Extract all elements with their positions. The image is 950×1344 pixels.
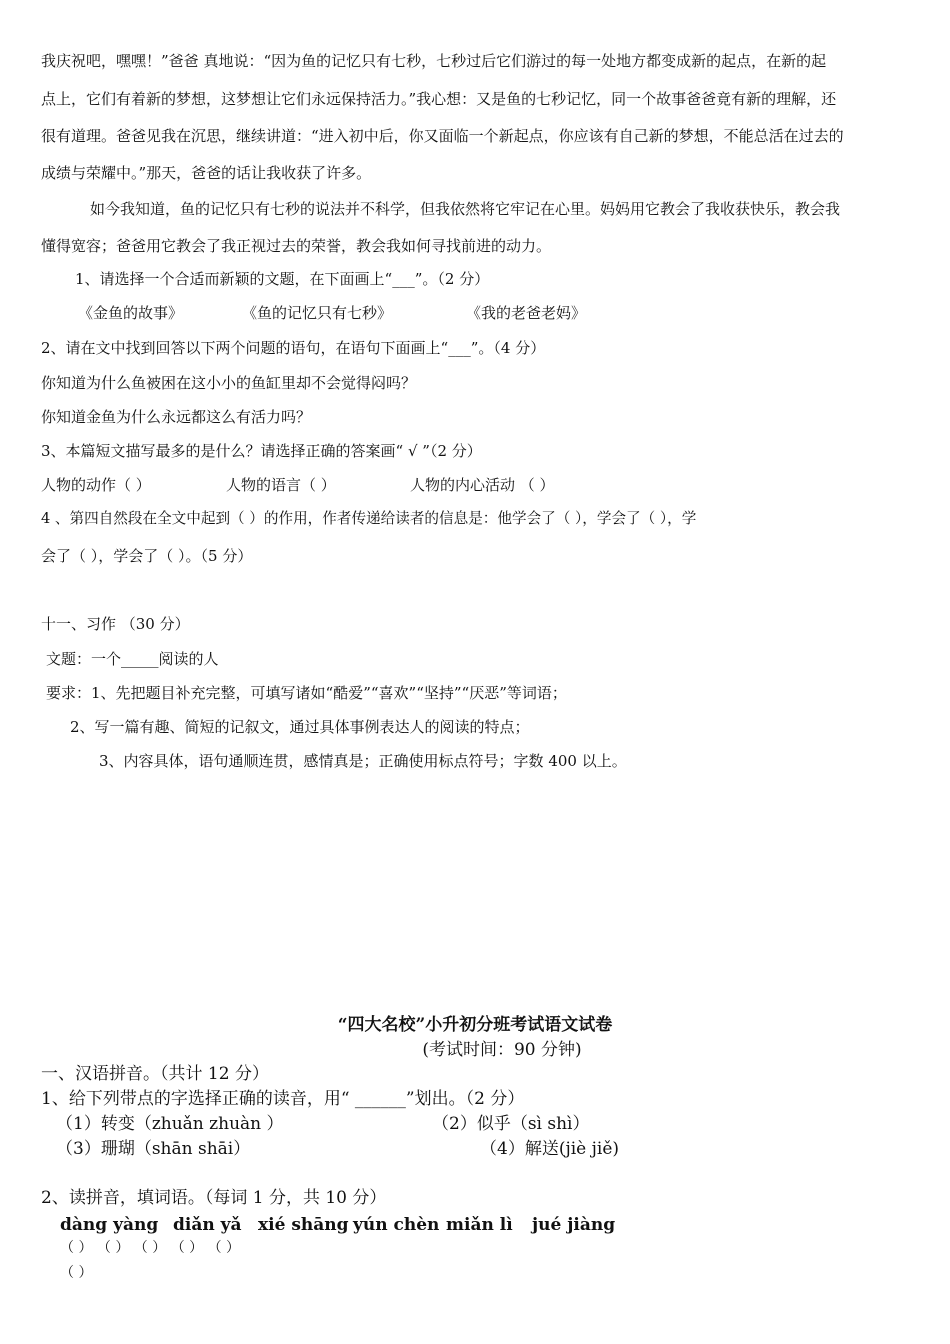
q3-option-1: 人物的动作（ ） [41,476,151,494]
pinyin-word-6: jué jiàng [532,1215,616,1235]
composition-title: 文题：一个_____阅读的人 [46,650,219,668]
exam-subtitle: (考试时间：90 分钟) [422,1040,582,1060]
pinyin-question-2: 2、读拼音，填词语。（每词 1 分，共 10 分） [41,1188,387,1208]
composition-requirement-2: 2、写一篇有趣、简短的记叙文，通过具体事例表达人的阅读的特点； [70,718,530,736]
story-line-2: 点上，它们有着新的梦想，这梦想让它们永远保持活力。”我心想：又是鱼的七秒记忆，同一个故事爸爸竟有新的理解，还 [41,90,837,108]
answer-blanks-row-2[interactable]: （ ） [60,1265,93,1281]
pinyin-word-5: miǎn lì [446,1215,513,1235]
pinyin-item-2: （2）似乎（sì shì） [432,1114,590,1134]
pinyin-word-3: xié shāng [258,1215,349,1235]
exam-title: “四大名校”小升初分班考试语文试卷 [337,1015,613,1035]
section-1-heading: 一、汉语拼音。（共计 12 分） [41,1064,269,1084]
question-2-b: 你知道金鱼为什么永远都这么有活力吗？ [41,408,312,426]
q1-option-2: 《鱼的记忆只有七秒》 [242,304,393,322]
story-line-3: 很有道理。爸爸见我在沉思，继续讲道：“进入初中后，你又面临一个新起点，你应该有自己新的梦想，不能总活在过去的 [41,127,844,145]
question-3: 3、本篇短文描写最多的是什么？请选择正确的答案画“ √ ”（2 分） [41,442,482,460]
composition-heading: 十一、习作 （30 分） [41,615,190,633]
q3-option-2: 人物的语言（ ） [226,476,336,494]
q1-option-1: 《金鱼的故事》 [78,304,184,322]
question-4-line-2: 会了（ ），学会了（ ）。（5 分） [41,547,253,565]
pinyin-word-2: diǎn yǎ [173,1215,242,1235]
question-2-a: 你知道为什么鱼被困在这小小的鱼缸里却不会觉得闷吗？ [41,374,417,392]
q3-option-3: 人物的内心活动 （ ） [410,476,555,494]
pinyin-item-3: （3）珊瑚（shān shāi） [56,1139,251,1159]
story-line-6: 懂得宽容；爸爸用它教会了我正视过去的荣誉，教会我如何寻找前进的动力。 [41,237,552,255]
question-4-line-1: 4 、第四自然段在全文中起到（ ）的作用，作者传递给读者的信息是：他学会了（ ），学会了（ ），学 [41,510,697,527]
pinyin-item-1: （1）转变（zhuǎn zhuàn ） [56,1114,284,1134]
q1-option-3: 《我的老爸老妈》 [466,304,587,322]
story-line-5: 如今我知道，鱼的记忆只有七秒的说法并不科学，但我依然将它牢记在心里。妈妈用它教会了我收获快乐，教会我 [90,200,841,218]
pinyin-item-4: （4）解送(jiè jiě) [480,1139,620,1159]
question-2: 2、请在文中找到回答以下两个问题的语句，在语句下面画上“___”。（4 分） [41,339,546,357]
pinyin-word-1: dàng yàng [60,1215,159,1235]
story-line-1: 我庆祝吧，嘿嘿！”爸爸 真地说：“因为鱼的记忆只有七秒，七秒过后它们游过的每一处地方都变成新的起点，在新的起 [41,52,827,70]
composition-requirement-1: 要求：1、先把题目补充完整，可填写诸如“酷爱”“喜欢”“坚持”“厌恶”等词语； [46,684,567,702]
answer-blanks-row-1[interactable]: （ ） （ ） （ ） （ ） （ ） [60,1240,241,1256]
story-line-4: 成绩与荣耀中。”那天，爸爸的话让我收获了许多。 [41,164,372,182]
pinyin-word-4: yún chèn [353,1215,440,1235]
pinyin-question-1: 1、给下列带点的字选择正确的读音，用“ ______”划出。（2 分） [41,1089,525,1109]
composition-requirement-3: 3、内容具体，语句通顺连贯，感情真是；正确使用标点符号；字数 400 以上。 [99,752,627,770]
question-1: 1、请选择一个合适而新颖的文题，在下面画上“___”。（2 分） [75,270,490,288]
